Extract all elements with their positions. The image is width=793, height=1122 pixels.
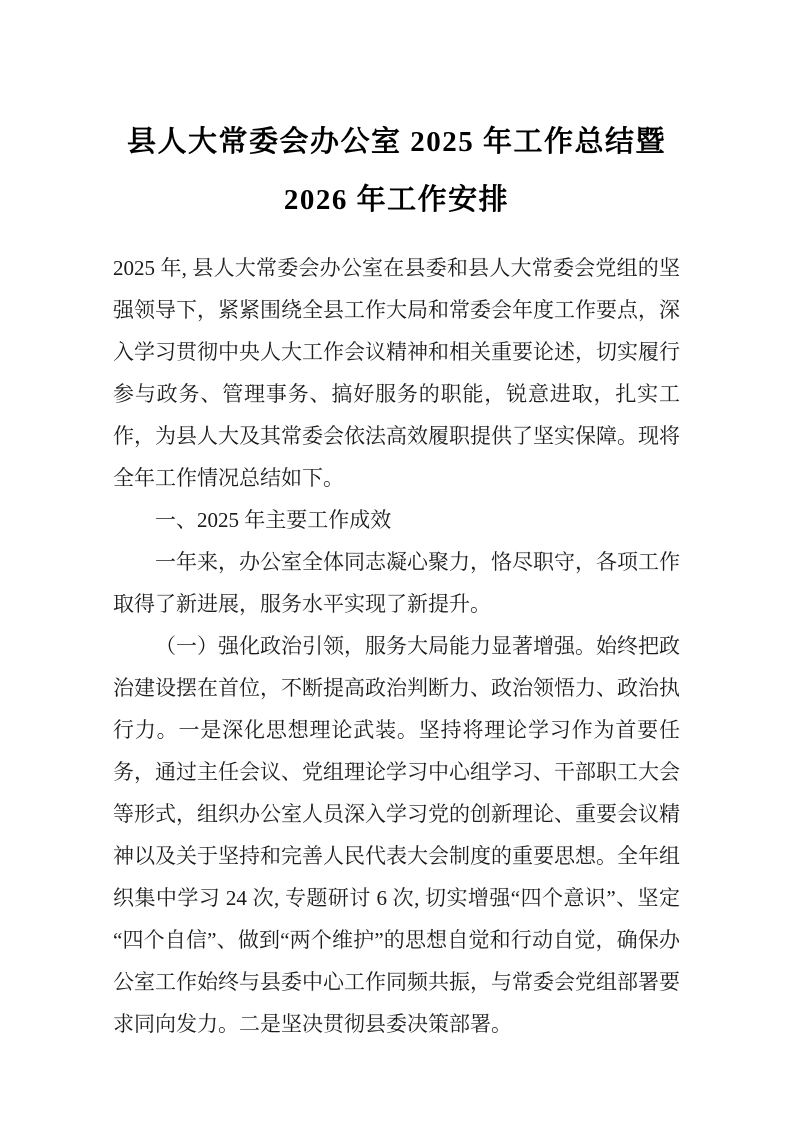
document-title bbox=[113, 113, 680, 229]
paragraph-subsection-1: （一）强化政治引领，服务大局能力显著增强。始终把政治建设摆在首位，不断提高政治判断力、政治领悟力、政治执行力。一是深化思想理论武装。坚持将理论学习作为首要任务，通过主任会议、党组理论学习中心组学习、干部职工大会等形式，组织办公室人员深入学习党的创新理论、重要会议精神以及关于坚持和完善人民代表大会制度的重要思想。全年组织集中学习 24 次, 专题研讨 6 次, 切实增强“四个意识”、坚定“四个自信”、做到“两个维护”的思想自觉和行动自觉，确保办公室工作始终与县委中心工作同频共振，与常委会党组部署要求同向发力。二是坚决贯彻县委决策部署。 bbox=[113, 634, 680, 1036]
paragraph-overview: 一年来，办公室全体同志凝心聚力，恪尽职守，各项工作取得了新进展，服务水平实现了新提升。 bbox=[113, 550, 680, 616]
document-title-line-1: 县人大常委会办公室 2025 年工作总结暨 bbox=[126, 126, 666, 158]
document-title-line-2: 2026 年工作安排 bbox=[283, 184, 510, 216]
section-heading-1: 一、2025 年主要工作成效 bbox=[155, 508, 392, 532]
paragraph-intro: 2025 年, 县人大常委会办公室在县委和县人大常委会党组的坚强领导下，紧紧围绕全县工作大局和常委会年度工作要点，深入学习贯彻中央人大工作会议精神和相关重要论述，切实履行参与政务、管理事务、搞好服务的职能，锐意进取，扎实工作，为县人大及其常委会依法高效履职提供了坚实保障。现将全年工作情况总结如下。 bbox=[113, 256, 680, 490]
document-body bbox=[113, 247, 680, 1045]
